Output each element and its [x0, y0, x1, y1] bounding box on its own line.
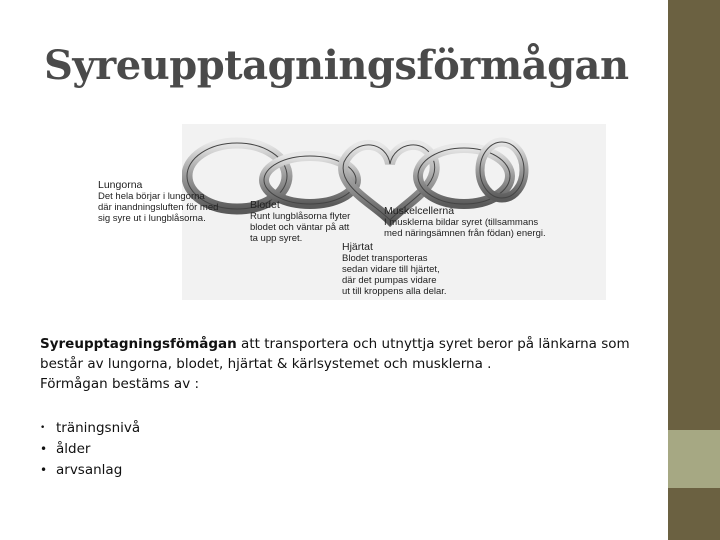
list-item [40, 439, 140, 460]
list-item-label: träningsnivå [56, 420, 141, 436]
slide-title: Syreupptagningsförmågan [44, 42, 629, 89]
factor-list [40, 418, 140, 481]
body-line-3: Förmågan bestäms av : [40, 376, 200, 392]
body-line-1-rest: att transportera och utnyttja syret beror på länkarna som [236, 336, 630, 352]
label-muskelcellerna: Muskelcellerna I musklerna bildar syret (tillsammans med näringsämnen från födan) energi. [384, 205, 546, 239]
body-bold-lead: Syreupptagningsfömågan [40, 336, 237, 352]
list-item-label: ålder [56, 441, 91, 457]
label-blodet: Blodet Runt lungblåsorna flyter blodet och väntar på att ta upp syret. [250, 199, 351, 244]
bullet-icon: • [40, 463, 48, 477]
body-paragraph [40, 334, 665, 394]
sidebar-decoration-middle [668, 430, 720, 488]
bullet-icon: • [40, 423, 46, 433]
sidebar-decoration-top [668, 0, 720, 430]
list-item [40, 460, 140, 481]
body-line-1 [40, 334, 665, 354]
oxygen-chain-figure [98, 124, 606, 300]
sidebar-decoration-bottom [668, 488, 720, 540]
list-item-label: arvsanlag [56, 462, 123, 478]
bullet-icon: • [40, 442, 48, 456]
label-lungorna: Lungorna Det hela börjar i lungorna där inandningsluften för med sig syre ut i lungblåsorna. [98, 179, 219, 224]
body-line-2: består av lungorna, blodet, hjärtat & kärlsystemet och musklerna . [40, 356, 492, 372]
list-item [40, 418, 140, 439]
label-hjartat: Hjärtat Blodet transporteras sedan vidare till hjärtet, där det pumpas vidare ut till kroppens alla delar. [342, 241, 447, 297]
